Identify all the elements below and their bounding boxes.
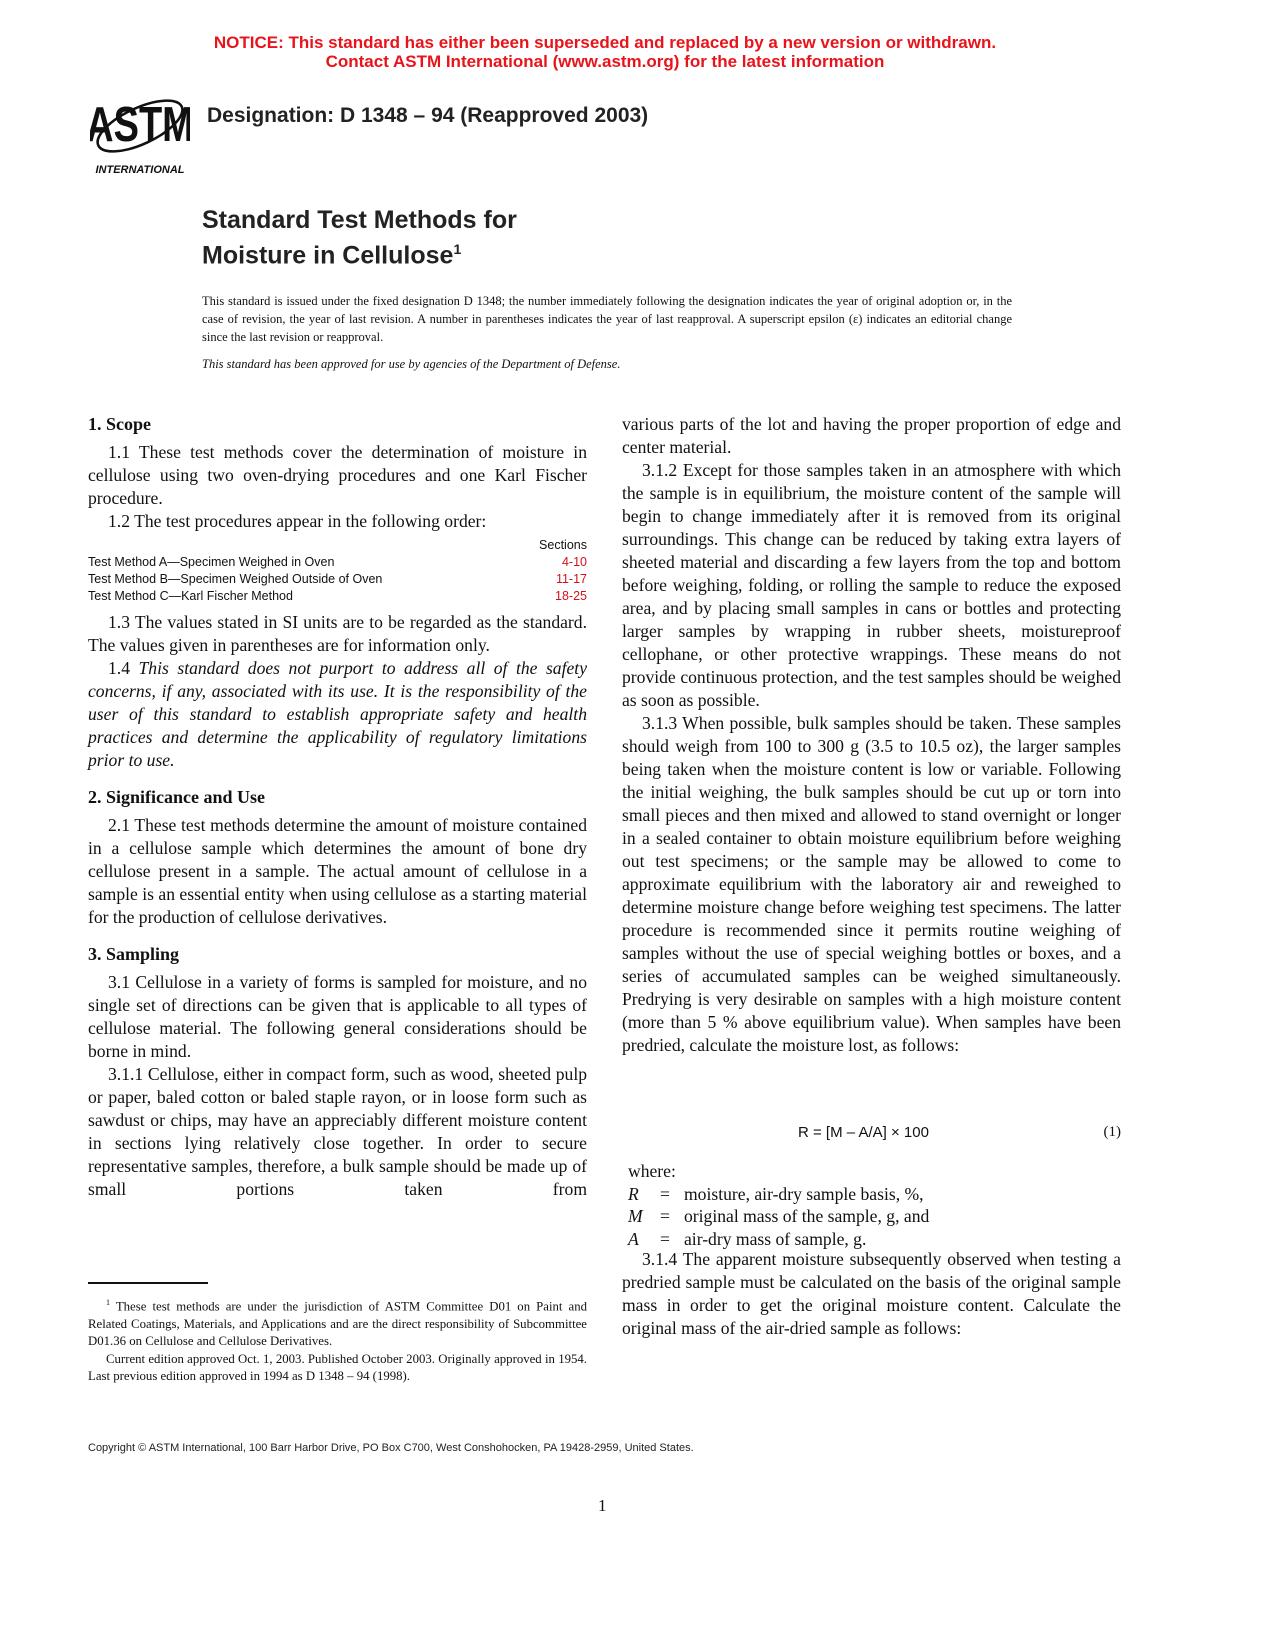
para-1-3: 1.3 The values stated in SI units are to be regarded as the standard. The values given in parentheses are for information only. xyxy=(88,612,587,655)
para-1-1: 1.1 These test methods cover the determination of moisture in cellulose using two oven-drying procedures and one Karl Fischer procedure. xyxy=(88,442,587,508)
footnote-1-text: These test methods are under the jurisdiction of ASTM Committee D01 on Paint and Related Coatings, Materials, and Applications and are the direct responsibility of Subcommittee D01.36 on Cellulose and Cellulose Derivatives. xyxy=(88,1299,588,1349)
table-row xyxy=(88,588,587,605)
title-footnote-mark[interactable]: 1 xyxy=(453,241,462,257)
sections-link[interactable]: 4-10 xyxy=(561,555,587,569)
document-title xyxy=(202,206,517,270)
method-label: Test Method C—Karl Fischer Method xyxy=(88,589,293,603)
equation-number: (1) xyxy=(1103,1124,1121,1140)
variable-definition xyxy=(628,1228,929,1251)
svg-text:INTERNATIONAL: INTERNATIONAL xyxy=(95,164,185,176)
test-methods-table xyxy=(88,537,587,605)
table-row xyxy=(88,554,587,571)
sections-link[interactable]: 11-17 xyxy=(555,572,587,586)
para-3-1-1-continued: various parts of the lot and having the proper proportion of edge and center material. xyxy=(622,414,1121,457)
intro-note: This standard is issued under the fixed designation D 1348; the number immediately following the designation indicates the year of original adoption or, in the case of revision, the year of last revision. A number in parentheses indicates the year of last reapproval. A superscript epsilon (ε) indicates an editorial change since the last revision or reapproval. xyxy=(202,294,1012,344)
para-3-1-1: 3.1.1 Cellulose, either in compact form, such as wood, sheeted pulp or paper, baled cotton or baled staple rayon, or in loose form such as sawdust or chips, may have an appreciably different moisture content in sections lying relatively close together. In order to secure representative samples, therefore, a bulk sample should be made up of small portions taken from xyxy=(88,1064,587,1199)
right-column xyxy=(622,413,1121,1057)
para-3-1: 3.1 Cellulose in a variety of forms is sampled for moisture, and no single set of directions can be given that is applicable to all types of cellulose material. The following general considerations should be borne in mind. xyxy=(88,972,587,1061)
equals: = xyxy=(660,1206,670,1226)
designation: Designation: D 1348 – 94 (Reapproved 2003) xyxy=(207,104,649,127)
para-3-1-4: 3.1.4 The apparent moisture subsequently observed when testing a predried sample must be calculated on the basis of the original sample mass in order to get the original moisture content. Calculate the original mass of the air-dried sample as follows: xyxy=(622,1249,1121,1338)
title-line-2: Moisture in Cellulose xyxy=(202,241,454,270)
where-label: where: xyxy=(628,1161,676,1181)
withdrawal-notice xyxy=(0,33,1210,71)
variable-symbol: A xyxy=(628,1228,639,1249)
svg-text:ASTM: ASTM xyxy=(90,97,190,153)
heading-significance: 2. Significance and Use xyxy=(88,787,266,807)
para-3-1-3: 3.1.3 When possible, bulk samples should be taken. These samples should weigh from 100 to 300 g (3.5 to 10.5 oz), the larger samples being taken when the moisture content is low or variable. Following the initial weighing, the bulk samples should be cut up or torn into small pieces and then mixed and allowed to stand overnight or longer in a sealed container to obtain moisture equilibrium before weighing out test specimens; or the sample may be allowed to come to approximate equilibrium with the laboratory air and reweighed to determine moisture change before weighing test specimens. The latter procedure is recommended since it permits routine weighing of samples without the use of special weighing bottles or boxes, and a series of accumulated samples can be weighed simultaneously. Predrying is very desirable on samples with a high moisture content (more than 5 % above equilibrium value). When samples have been predried, calculate the moisture lost, as follows: xyxy=(622,713,1121,1055)
notice-line-1: NOTICE: This standard has either been superseded and replaced by a new version or withdrawn. xyxy=(213,33,997,52)
variable-description: original mass of the sample, g, and xyxy=(684,1206,930,1226)
table-row xyxy=(88,571,587,588)
variable-symbol: M xyxy=(628,1206,643,1226)
footnote-1 xyxy=(88,1294,587,1351)
para-1-4-number: 1.4 xyxy=(108,658,139,678)
title-line-1: Standard Test Methods for xyxy=(202,206,517,234)
heading-scope: 1. Scope xyxy=(88,414,151,434)
approved-note: This standard has been approved for use by agencies of the Department of Defense. xyxy=(202,357,621,371)
heading-sampling: 3. Sampling xyxy=(88,944,180,964)
copyright: Copyright © ASTM International, 100 Barr Harbor Drive, PO Box C700, West Conshohocken, PA 19428-2959, United States. xyxy=(88,1442,694,1454)
method-label: Test Method A—Specimen Weighed in Oven xyxy=(88,555,335,569)
footnotes xyxy=(88,1294,587,1386)
variable-definition xyxy=(628,1183,929,1206)
footnote-rule xyxy=(88,1282,208,1284)
equals: = xyxy=(660,1228,670,1249)
footnote-2: Current edition approved Oct. 1, 2003. Published October 2003. Originally approved in 1954. Last previous edition approved in 1994 as D 1348 – 94 (1998). xyxy=(88,1351,587,1384)
para-2-1: 2.1 These test methods determine the amount of moisture contained in a cellulose sample which determines the amount of bone dry cellulose present in a sample. The actual amount of cellulose in a sample is an essential entity when using cellulose as a starting material for the production of cellulose derivatives. xyxy=(88,815,587,927)
astm-logo xyxy=(90,84,190,176)
safety-caveat: This standard does not purport to address all of the safety concerns, if any, associated with its use. It is the responsibility of the user of this standard to establish appropriate safety and health practices and determine the applicability of regulatory limitations prior to use. xyxy=(88,658,587,770)
notice-line-2: Contact ASTM International (www.astm.org) for the latest information xyxy=(325,52,885,71)
astm-logo-icon xyxy=(90,84,190,176)
footnote-mark: 1 xyxy=(106,1298,110,1307)
equals: = xyxy=(660,1183,670,1204)
para-3-1-2: 3.1.2 Except for those samples taken in an atmosphere with which the sample is in equilibrium, the moisture content of the sample will begin to change immediately after it is removed from its original surroundings. This change can be reduced by taking extra layers of sheeted material and discarding a few layers from the top and bottom before weighing, folding, or rolling the sample to reduce the exposed area, and by placing small samples in cans or bottles and protecting larger samples by wrapping in rubber sheets, moistureproof cellophane, or other protective wrappings. These means do not provide continuous protection, and the test samples should be weighed as soon as possible. xyxy=(622,460,1121,710)
method-label: Test Method B—Specimen Weighed Outside of Oven xyxy=(88,572,383,586)
where-list xyxy=(628,1160,929,1250)
para-1-2: 1.2 The test procedures appear in the following order: xyxy=(108,511,487,531)
variable-description: moisture, air-dry sample basis, %, xyxy=(684,1183,924,1204)
variable-definition xyxy=(628,1205,929,1228)
left-column xyxy=(88,413,587,1201)
para-1-4 xyxy=(88,657,587,772)
sections-link[interactable]: 18-25 xyxy=(555,589,587,603)
variable-description: air-dry mass of sample, g. xyxy=(684,1228,867,1249)
equation-formula: R = [M – A/A] × 100 xyxy=(798,1124,929,1141)
page-number: 1 xyxy=(598,1496,607,1515)
right-column-bottom xyxy=(622,1248,1121,1340)
variable-symbol: R xyxy=(628,1183,639,1204)
sections-header: Sections xyxy=(539,538,587,552)
